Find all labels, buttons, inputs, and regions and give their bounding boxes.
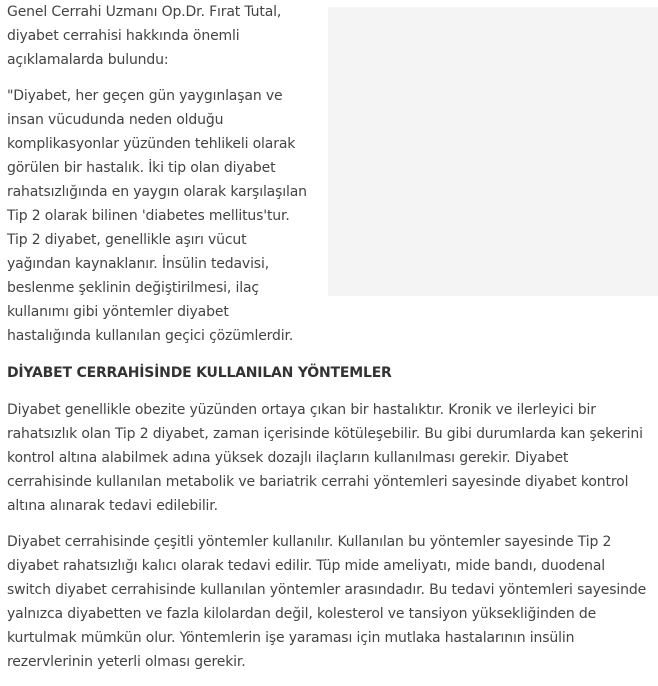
text-line: Genel Cerrahi Uzmanı Op.Dr. Fırat Tutal, xyxy=(7,4,282,20)
text-line: görülen bir hastalık. İki tip olan diyabet xyxy=(7,160,276,176)
text-line: hastalığında kullanılan geçici çözümlerdir. xyxy=(7,328,294,344)
text-line: açıklamalarda bulundu: xyxy=(7,52,169,68)
text-line: insan vücudunda neden olduğu xyxy=(7,112,224,128)
intro-paragraph xyxy=(7,0,319,72)
article-image-placeholder xyxy=(328,7,658,296)
text-line: cerrahisinde kullanılan metabolik ve bariatrik cerrahi yöntemleri sayesinde diyabet kontrol xyxy=(7,474,629,490)
quote-paragraph xyxy=(7,84,319,348)
text-line: komplikasyonlar yüzünden tehlikeli olarak xyxy=(7,136,296,152)
text-line: yalnızca diyabetten ve fazla kilolardan değil, kolesterol ve tansiyon yüksekliğinden de xyxy=(7,606,597,622)
text-line: beslenme şeklinin değiştirilmesi, ilaç xyxy=(7,280,259,296)
text-line: Diyabet cerrahisinde çeşitli yöntemler kullanılır. Kullanılan bu yöntemler sayesinde Tip 2 xyxy=(7,534,612,550)
text-line: switch diyabet cerrahisinde kullanılan yöntemler arasındadır. Bu tedavi yöntemleri sayesinde xyxy=(7,582,647,598)
body-column xyxy=(7,398,652,686)
body-paragraph-1 xyxy=(7,398,652,518)
text-line: Diyabet genellikle obezite yüzünden ortaya çıkan bir hastalıktır. Kronik ve ilerleyici bir xyxy=(7,402,596,418)
text-line: kullanımı gibi yöntemler diyabet xyxy=(7,304,229,320)
text-line: rahatsızlık olan Tip 2 diyabet, zaman içerisinde kötüleşebilir. Bu gibi durumlarda kan şekerini xyxy=(7,426,643,442)
section-heading: DİYABET CERRAHİSİNDE KULLANILAN YÖNTEMLER xyxy=(7,365,392,381)
text-line: Tip 2 olarak bilinen 'diabetes mellitus'tur. xyxy=(7,208,290,224)
text-line: kurtulmak mümkün olur. Yöntemlerin işe yaraması için mutlaka hastalarının insülin xyxy=(7,630,575,646)
intro-column xyxy=(7,0,319,360)
text-line: rahatsızlığında en yaygın olarak karşılaşılan xyxy=(7,184,307,200)
text-line: diyabet cerrahisi hakkında önemli xyxy=(7,28,240,44)
text-line: yağından kaynaklanır. İnsülin tedavisi, xyxy=(7,256,269,272)
text-line: altına alınarak tedavi edilebilir. xyxy=(7,498,218,514)
text-line: diyabet rahatsızlığı kalıcı olarak tedavi edilir. Tüp mide ameliyatı, mide bandı, duodenal xyxy=(7,558,606,574)
text-line: Tip 2 diyabet, genellikle aşırı vücut xyxy=(7,232,247,248)
body-paragraph-2 xyxy=(7,530,652,674)
text-line: "Diyabet, her geçen gün yaygınlaşan ve xyxy=(7,88,283,104)
text-line: rezervlerinin yeterli olması gerekir. xyxy=(7,654,246,670)
text-line: kontrol altına alabilmek adına yüksek dozajlı ilaçların kullanılması gerekir. Diyabet xyxy=(7,450,569,466)
